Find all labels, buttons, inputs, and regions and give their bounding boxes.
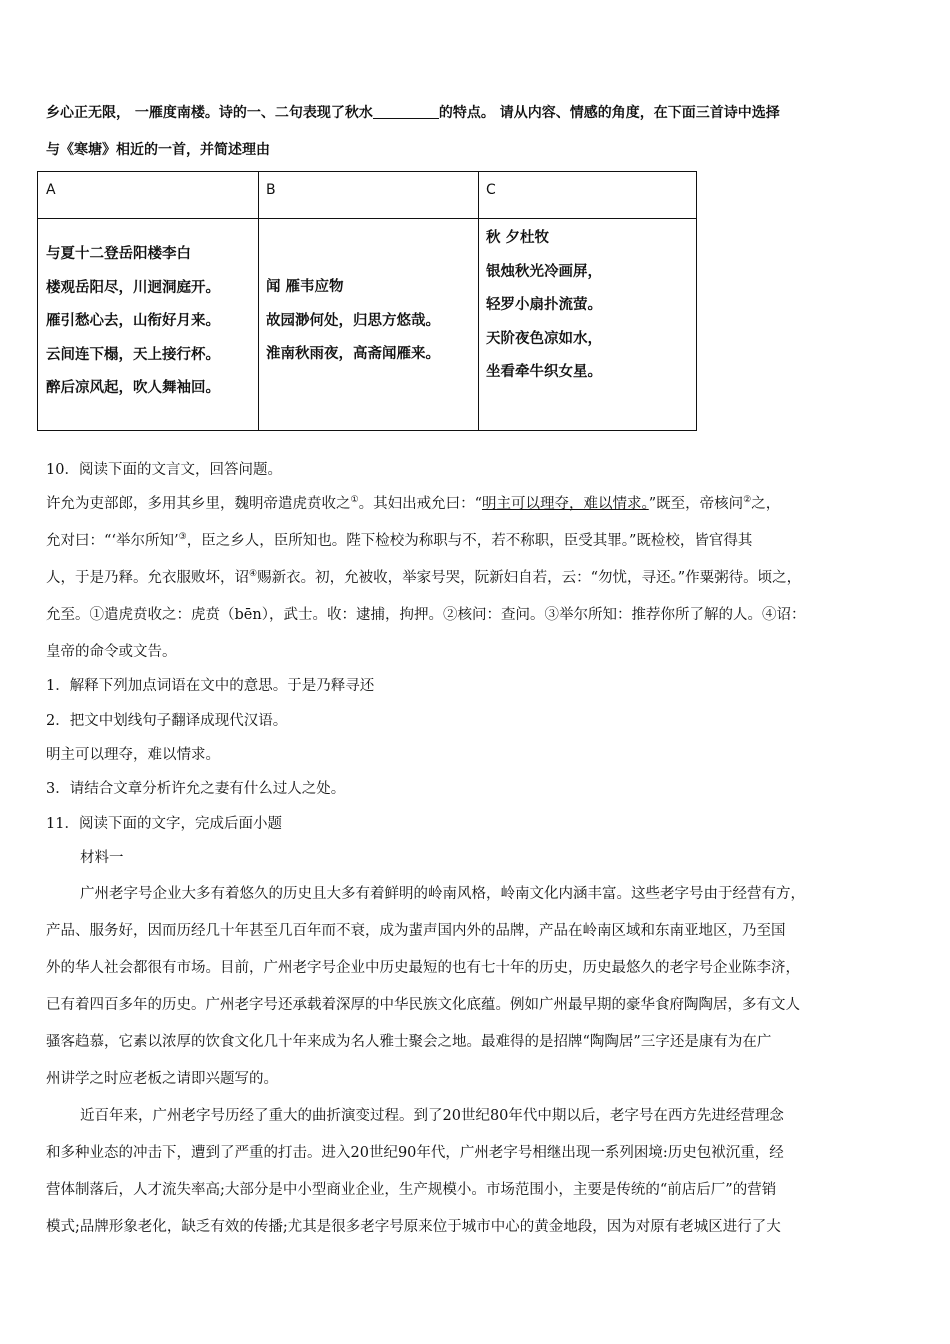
answer-blank	[373, 104, 439, 119]
table-header-a: A	[46, 182, 56, 198]
q10-subquestion-1: 1．解释下列加点词语在文中的意思。于是乃释寻还	[46, 678, 375, 694]
poem-line: 醉后凉风起，吹人舞袖回。	[46, 380, 220, 396]
underlined-sentence: 明主可以理夺，难以情求。	[482, 496, 649, 512]
q11-para1-line: 产品、服务好，因而历经几十年甚至几百年而不衰，成为蜚声国内外的品牌，产品在岭南区域和东南亚地区，乃至国	[46, 923, 786, 939]
poem-line: 银烛秋光冷画屏，	[486, 263, 602, 280]
q11-para1-line: 广州老字号企业大多有着悠久的历史且大多有着鲜明的岭南风格，岭南文化内涵丰富。这些老字号由于经营有方，	[80, 886, 805, 902]
q10-subquestion-2: 2．把文中划线句子翻译成现代汉语。	[46, 713, 288, 729]
q9-prompt-line2: 与《寒塘》相近的一首，并简述理由	[46, 142, 270, 158]
q11-para2-line: 近百年来，广州老字号历经了重大的曲折演变过程。到了20世纪80年代中期以后，老字号在西方先进经营理念	[80, 1108, 784, 1124]
q10-notes-line2: 皇帝的命令或文告。	[46, 644, 177, 660]
table-header-divider	[38, 218, 696, 219]
q11-title: 11．阅读下面的文字，完成后面小题	[46, 816, 282, 832]
table-divider	[478, 172, 479, 430]
poem-line: 淮南秋雨夜，高斋闻雁来。	[266, 346, 440, 362]
q11-material-label: 材料一	[80, 850, 124, 866]
q10-subquestion-2-text: 明主可以理夺，难以情求。	[46, 747, 220, 763]
poem-c	[486, 222, 602, 390]
poem-line: 与夏十二登岳阳楼李白	[46, 246, 191, 262]
q10-title: 10．阅读下面的文言文，回答问题。	[46, 462, 282, 478]
table-divider	[258, 172, 259, 430]
q11-para2-line: 营体制落后，人才流失率高;大部分是中小型商业企业，生产规模小。市场范围小，主要是传统的“前店后厂”的营销	[46, 1182, 777, 1198]
table-header-c: C	[486, 182, 496, 198]
q11-para1-line: 外的华人社会都很有市场。目前，广州老字号企业中历史最短的也有七十年的历史，历史最悠久的老字号企业陈李济，	[46, 960, 800, 976]
poem-line: 坐看牵牛织女星。	[486, 364, 602, 380]
q11-para1-line: 骚客趋慕，它素以浓厚的饮食文化几十年来成为名人雅士聚会之地。最难得的是招牌“陶陶居”三字还是康有为在广	[46, 1034, 772, 1050]
poem-line: 闻 雁韦应物	[266, 279, 344, 295]
q11-para1-line: 州讲学之时应老板之请即兴题写的。	[46, 1071, 278, 1087]
poem-line: 楼观岳阳尽，川迥洞庭开。	[46, 279, 220, 296]
q10-notes-line1: 允至。①遣虎贲收之：虎贲（bēn），武士。收：逮捕，拘押。②核问：查问。③举尔所知：推荐你所了解的人。④诏：	[46, 607, 806, 623]
q10-passage-line1: 许允为吏部郎，多用其乡里，魏明帝遣虎贲收之①。其妇出戒允曰：“明主可以理夺，难以情求。”既至，帝核问②之，	[46, 495, 781, 512]
poem-line: 天阶夜色凉如水，	[486, 330, 602, 347]
q10-passage-line3: 人，于是乃释。允衣服败坏，诏④赐新衣。初，允被收，举家号哭，阮新妇自若，云：“勿忧，寻还。”作粟粥待。顷之，	[46, 569, 802, 586]
poem-table	[37, 171, 697, 431]
q11-para2-line: 模式;品牌形象老化，缺乏有效的传播;尤其是很多老字号原来位于城市中心的黄金地段，因为对原有老城区进行了大	[46, 1219, 781, 1235]
q10-subquestion-3: 3．请结合文章分析许允之妻有什么过人之处。	[46, 781, 346, 797]
poem-line: 雁引愁心去，山衔好月来。	[46, 313, 220, 329]
poem-line: 秋 夕杜牧	[486, 230, 550, 246]
q11-para1-line: 已有着四百多年的历史。广州老字号还承载着深厚的中华民族文化底蕴。例如广州最早期的豪华食府陶陶居，多有文人	[46, 997, 800, 1013]
poem-line: 云间连下榻，天上接行杯。	[46, 346, 220, 363]
poem-b	[266, 271, 440, 372]
q10-passage-line2: 允对曰：“‘举尔所知’③，臣之乡人，臣所知也。陛下检校为称职与不，若不称职，臣受其罪。”既检校，皆官得其	[46, 532, 753, 549]
poem-a	[46, 238, 220, 406]
q11-para2-line: 和多种业态的冲击下，遭到了严重的打击。进入20世纪90年代，广州老字号相继出现一系列困境:历史包袱沉重，经	[46, 1145, 784, 1161]
q9-prompt-line1: 乡心正无限， 一雁度南楼。诗的一、二句表现了秋水 的特点。 请从内容、情感的角度，在下面三首诗中选择	[46, 105, 780, 121]
poem-line: 故园渺何处，归思方悠哉。	[266, 312, 440, 329]
poem-line: 轻罗小扇扑流萤。	[486, 297, 602, 313]
table-header-b: B	[266, 182, 276, 198]
